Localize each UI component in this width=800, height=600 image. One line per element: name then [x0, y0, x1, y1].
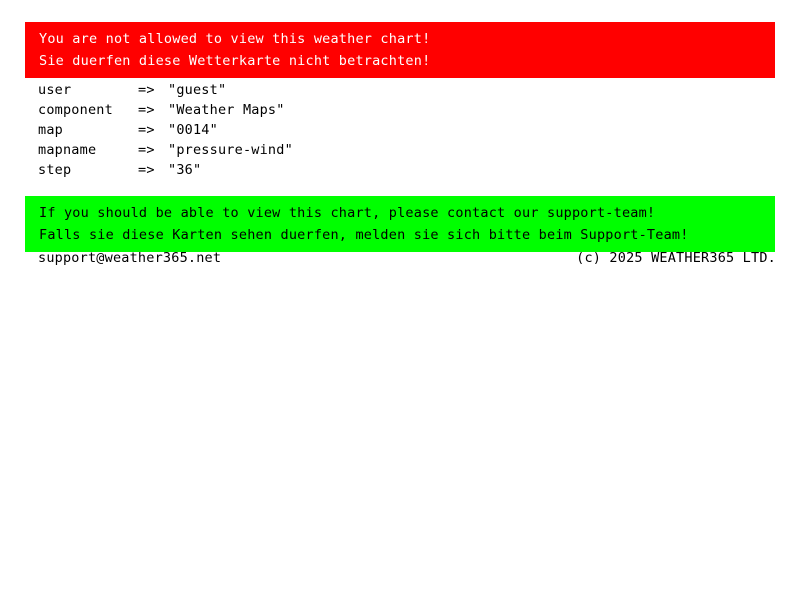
parameter-value: "36" [168, 162, 202, 178]
parameter-row-step [38, 160, 293, 180]
parameter-arrow: => [138, 102, 155, 118]
parameter-row-map [38, 120, 293, 140]
parameter-row-user [38, 80, 293, 100]
support-note-line-en: If you should be able to view this chart, please contact our support-team! [39, 205, 656, 221]
support-email-link[interactable]: support@weather365.net [38, 250, 222, 266]
parameter-list [38, 80, 293, 180]
parameter-arrow: => [138, 142, 155, 158]
parameter-key: user [38, 82, 72, 98]
parameter-key: mapname [38, 142, 97, 158]
parameter-value: "0014" [168, 122, 218, 138]
support-note-line-de: Falls sie diese Karten sehen duerfen, melden sie sich bitte beim Support-Team! [39, 227, 689, 243]
parameter-value: "Weather Maps" [168, 102, 285, 118]
parameter-key: component [38, 102, 113, 118]
error-banner-line-de: Sie duerfen diese Wetterkarte nicht betrachten! [39, 53, 431, 69]
footer [38, 250, 776, 266]
parameter-value: "guest" [168, 82, 227, 98]
parameter-row-mapname [38, 140, 293, 160]
parameter-key: step [38, 162, 72, 178]
parameter-arrow: => [138, 162, 155, 178]
error-banner [25, 22, 775, 78]
error-banner-line-en: You are not allowed to view this weather chart! [39, 31, 431, 47]
parameter-arrow: => [138, 82, 155, 98]
support-note-banner [25, 196, 775, 252]
parameter-row-component [38, 100, 293, 120]
parameter-arrow: => [138, 122, 155, 138]
copyright-text: (c) 2025 WEATHER365 LTD. [576, 250, 776, 266]
parameter-key: map [38, 122, 63, 138]
parameter-value: "pressure-wind" [168, 142, 293, 158]
